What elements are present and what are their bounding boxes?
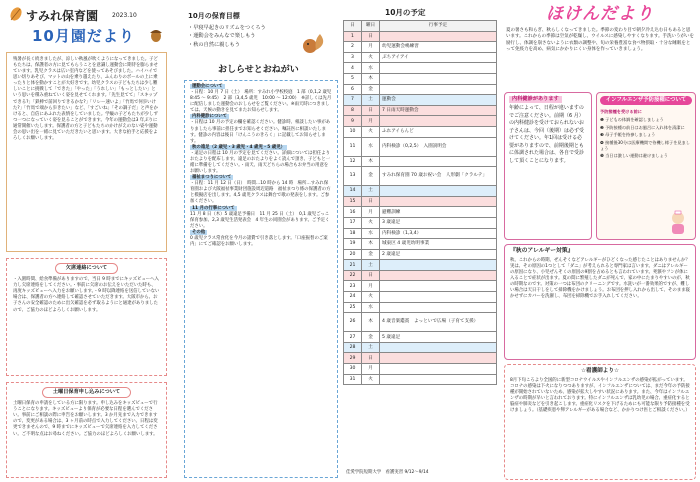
schedule-day: 22 [344,270,362,281]
absence-contact-text: ・入園時間、給食準備がありますので、当日 9 時までにキッズビューへ入力し欠席連絡をしてください。・事前に欠席のお伝えをいただいた時も、再度キッズビューへ入力をお願いします。・9 時以降連絡を送信していない場合は、保護者の方へ連絡して確認させていただきます。大阪市から、お子さんの安全確認のために出欠確認を必ず取るようにと通達がありましたので、ご協力のほどよろしくお願いします。 [13,277,160,313]
schedule-weekday: 水 [362,302,380,313]
festival-heading: 福祉まつりについて [192,175,232,181]
schedule-weekday: 月 [362,42,380,53]
schedule-weekday: 日 [362,196,380,207]
schedule-row [344,105,497,116]
schedule-event [380,281,497,292]
schedule-event: 2 歳遠足 [380,249,497,260]
column-health [500,0,700,482]
schedule-event: 運動会 [380,95,497,106]
schedule-day: 20 [344,249,362,260]
schedule-weekday: 日 [362,105,380,116]
november-heading: 11 月の行事について [192,205,235,211]
greeting-text: 残暑が長く続きましたが、涼しい秋風が吹くようになってきました。子どもたちは、保護者の方に見てもらうことを意識し運動会に期待を膨らませています。乳児クラスは広い室内などを使ってあそびました。ハイハイで思い切りあそび、マットの山を乗り越えたり、ふんわりのボールの上に乗ったりと体を動かすことが大好きです。幼児クラスの子どもたちは少し難しいことに挑戦して「できた」「やった」「うれしい」「もっとしたい」という思いを積み重ねていく姿を見せてくれます。「先生見てて」「スキップできる?」「鉄棒で前回りできるかな?」「リレー速いよ」「竹馬で何歩いけた?」「竹馬で端から歩きたい」など、「すごいね」「その調子だ」と声をかけると、自信にあふれた表情をしていました。学級の子どもたちが少しずつ一つになっていく姿を見ることができます。今年の運動会は3 年ぶりに通常開催いたします。保護者の方と子どもたちのかけがえのない姿や運動会の思い出を一緒に見ていただきたいと思います。大きな拍手と応援をよろしくお願いします。 [13,57,159,142]
schedule-weekday: 金 [362,332,380,343]
schedule-event [380,292,497,303]
column-schedule [340,0,498,482]
goal-item: ・運動会をみんなで楽しもう [188,33,256,40]
schedule-row [344,239,497,250]
schedule-row [344,31,497,42]
schedule-weekday: 土 [362,95,380,106]
flu-item: 予防接種を受ける前に [600,109,642,115]
flu-item: ❹ 接種後30分は医療機関で待機し様子を見ましょう [600,139,690,151]
schedule-day: 4 [344,63,362,74]
schedule-row [344,42,497,53]
schedule-row [344,364,497,375]
schedule-day: 23 [344,281,362,292]
schedule-day: 26 [344,313,362,332]
schedule-weekday: 水 [362,228,380,239]
monthly-title: 10月園だより [32,27,135,45]
checkup-text: 年齢によって、日程が違いますのでご注意ください。前期（6 月）の内科健診を受けておられないお子さんは、今回（後期）は必ず受けてください。年1回は受ける必要がありますので、前期後期ともに体調された場合は、各自で受診して頂くことになります。 [509,105,585,164]
acorn-illustration-icon [146,24,166,44]
schedule-event [380,196,497,207]
issue-date: 2023.10 [112,12,137,19]
schedule-day: 31 [344,374,362,385]
flu-item: ❺ 当日は激しい運動は避けましょう [600,153,668,159]
flu-item: ❶ 子どもの体調を確認しましょう [600,116,664,122]
schedule-row [344,260,497,271]
schedule-event [380,73,497,84]
absence-contact-box [6,258,167,376]
schedule-weekday: 月 [362,207,380,218]
schedule-table [343,20,497,385]
schedule-weekday: 水 [362,63,380,74]
flu-vaccine-title: インフルエンザ予防接種について [600,96,692,105]
allergy-box [504,244,696,360]
schedule-day: 5 [344,73,362,84]
schedule-day: 6 [344,84,362,95]
schedule-weekday: 金 [362,167,380,186]
schedule-row [344,73,497,84]
col-event-header: 行事予定 [380,21,497,32]
schedule-day: 16 [344,207,362,218]
nursery-name: すみれ保育園 [26,9,99,23]
col-day-header: 日 [344,21,362,32]
schedule-row [344,292,497,303]
goal-item: ・秋の自然に親しもう [188,41,240,48]
schedule-row [344,249,497,260]
undokai-heading: 運動会について [192,84,223,89]
schedule-weekday: 月 [362,364,380,375]
schedule-weekday: 木 [362,313,380,332]
schedule-day: 12 [344,156,362,167]
schedule-event [380,156,497,167]
saturday-care-text: 土曜日保育の申請をしている方に限ります。申し込みをキッズビューで行うことになります。キッズビューより保育が必要な日程を選んでください。事前にご相談の際に申告をお願いします。3 か月先まで入力できますので、変更がある場合は、3 ヶ月前の時点で入力してください。日程は変更できませんので、9 時までにキッズビューで欠席連絡を入力してください。ご不明な点はお尋ねください。ご協力のほどよろしくお願いします。 [13,401,158,437]
schedule-weekday: 水 [362,137,380,156]
schedule-weekday: 火 [362,126,380,137]
schedule-day: 2 [344,42,362,53]
schedule-day: 14 [344,186,362,197]
schedule-day: 21 [344,260,362,271]
column-nursery [0,0,172,482]
schedule-event: ふれアイらんど [380,126,497,137]
leaf-illustration-icon [8,6,24,22]
schedule-weekday: 火 [362,374,380,385]
schedule-day: 10 [344,126,362,137]
column-notices [172,0,340,482]
schedule-event [380,260,497,271]
saturday-care-box [6,382,167,478]
other-text: 0 歳児クラス常食化を今月の諸費で引き落とします。「口座振替のご案内」にてご確認をお願いします。 [190,235,328,248]
schedule-row [344,374,497,385]
schedule-weekday: 火 [362,52,380,63]
schedule-event: 4 歳音楽鑑賞 よっといで広場（子育て支援） [380,313,497,332]
goals-title: 10月の保育目標 [188,12,240,20]
schedule-day: 29 [344,353,362,364]
schedule-weekday: 火 [362,217,380,228]
goals-list [188,24,266,49]
schedule-event [380,302,497,313]
schedule-day: 1 [344,31,362,42]
schedule-event: 5 歳遠足 [380,332,497,343]
schedule-event: 内科検診（1,3,4） [380,228,497,239]
schedule-row [344,228,497,239]
schedule-row [344,342,497,353]
schedule-weekday: 月 [362,116,380,127]
november-text: 11 月 8 日（木）5 歳遠足予備日 11 月 25 日（土） 0,1 歳児ごっこ保育参加、2,3 歳児生活発表会 4 年生の同園会があります。ご予定ください。 [190,211,330,229]
schedule-day: 28 [344,342,362,353]
nurse-note-title: ☆看護師より☆ [581,368,619,374]
schedule-row [344,353,497,364]
nurse-note-text: 8月下旬ころより全国的に新型コロナウイルスやインフルエンザの感染が拡がっています。コロナの感染は下火になりつつありますが、インフルエンザについては、まだ今年の予防接種が開始されていないため、感染が拡大しやすい状況にあります。また、今年はインフルエンザの時期が早いと言われております。特にインフルエンザは乳幼児の場合、重症化すると脳症や肺炎などを引き起こします。重症化リスクを下げるためにも可能な限り予防接種を受けましょう。（基礎疾患や卵アレルギーがある場合など、かかりつけ医とご相談ください。） [510,377,690,414]
schedule-event: 幼児運動会嶋練習 [380,42,497,53]
schedule-weekday: 金 [362,84,380,95]
festival-text: ・日程：11 月 12 日（日） 時間…10 時から 14 時 場所…すみれ保育園および大阪福祉事業財団施設周辺道路 福祉まつり係の保護者の方と模擬店を出します。4,5 歳児クラスは舞台で歌の発表をします。ご参加ください。 [190,181,331,205]
schedule-weekday: 金 [362,249,380,260]
squirrel-illustration-icon [298,30,328,58]
schedule-row [344,84,497,95]
schedule-event [380,63,497,74]
notices-box [184,80,338,478]
schedule-row [344,116,497,127]
flu-item: ❷ 予防接種の前日はお風呂に入れ体を清潔に [600,124,685,130]
schedule-day: 18 [344,228,362,239]
schedule-row [344,270,497,281]
schedule-event: 7 日雨天時運動会 [380,105,497,116]
schedule-weekday: 日 [362,31,380,42]
undokai-text: ・日程：10 月 7 日（土） 場所：すみれ小学校校庭 1 部（0,1,2 歳児 8:45 〜 9:45） 2 部（3,4,5 歳児 10:00 〜 12:00） ※詳しくは先月に配信しました運動会のおしらせをご覧ください。※雨天時につきましては、天候の動きを見てまたお知らせします。 [190,90,336,114]
schedule-row [344,167,497,186]
schedule-event [380,342,497,353]
schedule-weekday: 土 [362,186,380,197]
schedule-event [380,353,497,364]
schedule-row [344,95,497,106]
goal-item: ・早寝早起きのリズムをつくろう [188,25,266,31]
allergy-title: 『秋のアレルギー対策』 [510,248,574,254]
flu-item: ❸ 母子手帳を持参しましょう [600,132,656,138]
schedule-event [380,186,497,197]
schedule-row [344,137,497,156]
schedule-weekday: 月 [362,281,380,292]
schedule-row [344,126,497,137]
schedule-day: 27 [344,332,362,343]
schedule-weekday: 日 [362,270,380,281]
schedule-row [344,313,497,332]
schedule-event: すみれ保育園 70 歳お祝い会 人形劇「クラルテ」 [380,167,497,186]
schedule-day: 24 [344,292,362,303]
excursion-heading: 秋の遠足（2 歳児・3 歳児・4 歳児・5 歳児） [192,144,285,150]
schedule-weekday: 火 [362,292,380,303]
schedule-weekday: 土 [362,342,380,353]
schedule-row [344,63,497,74]
schedule-day: 19 [344,239,362,250]
schedule-row [344,332,497,343]
schedule-row [344,186,497,197]
schedule-day: 13 [344,167,362,186]
schedule-day: 8 [344,105,362,116]
schedule-row [344,196,497,207]
schedule-title: 10月の予定 [385,8,426,17]
other-heading: その他 [192,229,206,235]
saturday-care-title: 土曜日保育申し込みについて [42,387,131,398]
nurse-illustration-icon [665,209,691,235]
schedule-day: 17 [344,217,362,228]
schedule-event: 内科検診（0,2,5） 入園説明会 [380,137,497,156]
schedule-event [380,31,497,42]
col-dow-header: 曜日 [362,21,380,32]
schedule-weekday: 木 [362,239,380,250]
schedule-weekday: 木 [362,156,380,167]
schedule-weekday: 木 [362,73,380,84]
checkup-box [504,92,592,240]
schedule-row [344,302,497,313]
schedule-day: 9 [344,116,362,127]
health-intro: 夏の暑さも和らぎ、秋らしくなってきました。季節の変わり目で朝夕冷え込む日もあると思います。これからの季節は空気が乾燥し、ウイルスに感染しやすくなります。手洗いうがいを励行し、体調を崩さないように衣類の調整や、旬の栄養豊富な食べ物摂取・十分な睡眠をとって免疫力を高め、病気にかかりにくい身体を作っていきましょう。 [506,28,695,52]
schedule-row [344,156,497,167]
flu-vaccine-box [596,92,696,240]
schedule-event [380,364,497,375]
schedule-row [344,281,497,292]
schedule-day: 11 [344,137,362,156]
schedule-row [344,52,497,63]
schedule-event [380,270,497,281]
checkup-heading: 内科健診について [192,114,228,120]
greeting-box [6,52,167,252]
schedule-day: 3 [344,52,362,63]
schedule-event: 3 歳遠足 [380,217,497,228]
notices-title: おしらせとおねがい [218,65,299,75]
health-title: ほけんだより [546,4,654,24]
schedule-footnote: 佳愛学院短期大学 看護実習 9/12〜9/14 [346,470,429,475]
schedule-weekday: 土 [362,260,380,271]
excursion-text: ・遠足の日程は 10 月の予定を見てください。詳細については担任よりおたよりを配布します。遠足のおたよりをよく読んで頂き、子どもと一緒に準備をしてください。・雨天、雨天どちらの場合もお弁当の用意をお願いします。 [190,150,331,175]
schedule-event [380,374,497,385]
allergy-text: 秋、これからの時期、ぜんそくなどアレルギーがひどくなった感じたことはありませんか？実は、その原因の1つとして「ダニ」が考えられると専門家は言います。ダニはアレルギーの原因になり、小児ぜんそくの原因の9割を占めるとも言われています。死骸やフンが体に入ることで症状が出ます。夏の間に繁殖したダニが死んで、家の中にたまりやすいのが、秋の時期なのです。対策の一つは布団のクリーニングです。水洗いが一番効果的ですが、難しい場合は天日干しをして掃除機をかけましょう。お布団を押し入れから出して、そのまま寝かせずにカバーを洗濯し、布団を掃除機でお手入れしてください。 [510,257,690,300]
schedule-row [344,207,497,218]
nurse-note-box [504,364,696,480]
schedule-weekday: 日 [362,353,380,364]
absence-contact-title: 欠席連絡について [55,263,118,274]
schedule-day: 25 [344,302,362,313]
checkup-text: ・日程は 10 月の予定の欄を確認ください。健診時、相談したい事がありましたら事前に担任までお知らせください。嘱託医に相談いたします。健診の内容は後日「けんこうのきろく」に記載してお知らせします。 [190,120,331,144]
schedule-event [380,116,497,127]
schedule-event: 避難訓練 [380,207,497,218]
schedule-day: 15 [344,196,362,207]
schedule-day: 30 [344,364,362,375]
schedule-event [380,84,497,95]
schedule-day: 7 [344,95,362,106]
schedule-row [344,217,497,228]
schedule-event: ぶちアイアイ [380,52,497,63]
schedule-event: 城東区 4 歳児幼明事業 [380,239,497,250]
checkup-label: 内科健診があります [509,96,562,103]
